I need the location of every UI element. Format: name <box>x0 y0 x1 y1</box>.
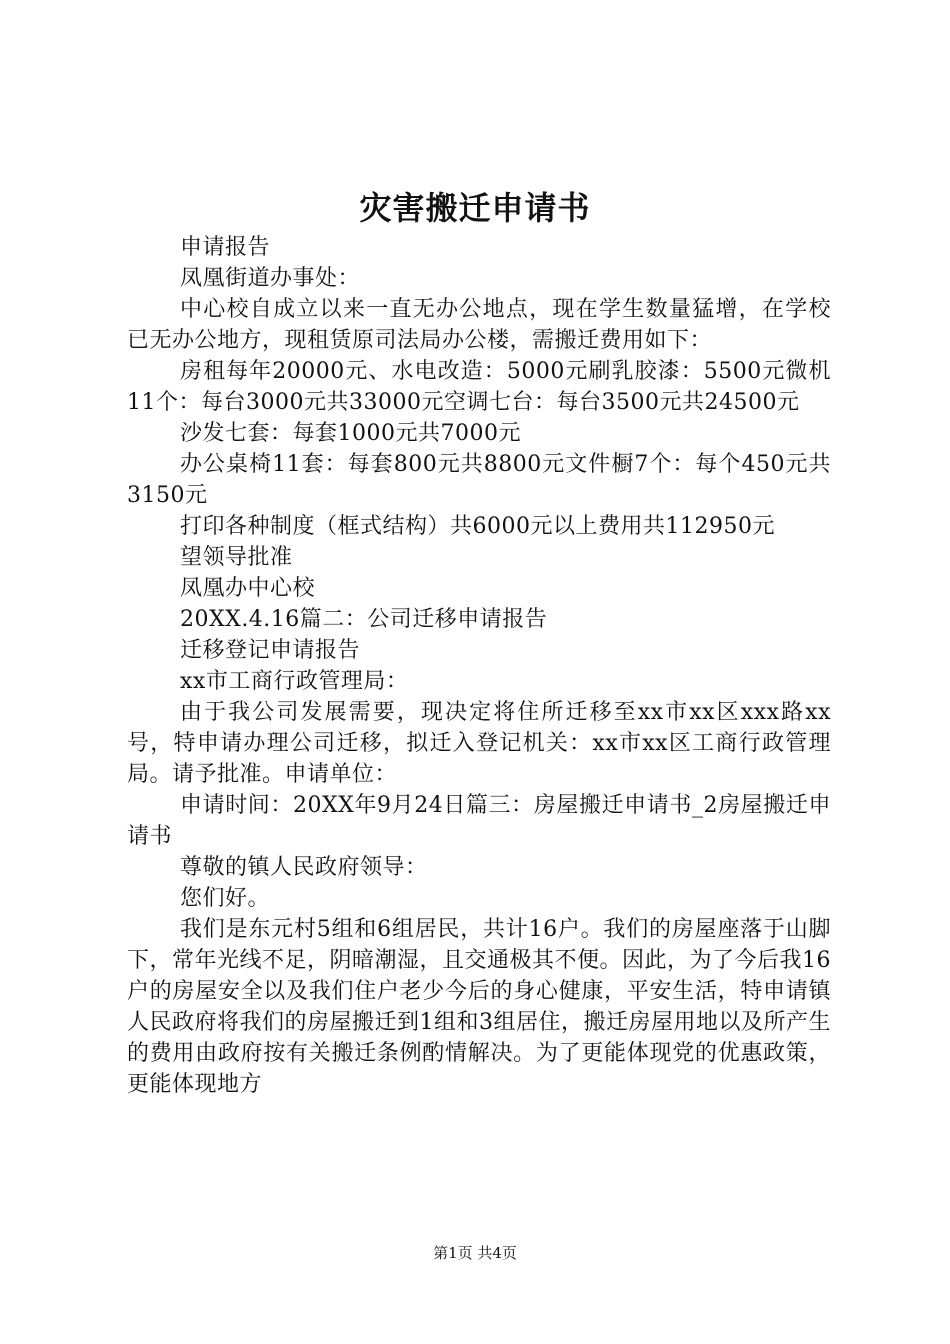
paragraph: 我们是东元村5组和6组居民，共计16户。我们的房屋座落于山脚下，常年光线不足，阴暗潮湿，且交通极其不便。因此，为了今后我16户的房屋安全以及我们住户老少今后的身心健康，平安生活，特申请镇人民政府将我们的房屋搬迁到1组和3组居住，搬迁房屋用地以及所产生的费用由政府按有关搬迁条例酌情解决。为了更能体现党的优惠政策，更能体现地方 <box>127 917 831 1097</box>
paragraph: 房租每年20000元、水电改造：5000元刷乳胶漆：5500元微机11个：每台3000元共33000元空调七台：每台3500元共24500元 <box>127 359 831 415</box>
paragraph: 沙发七套：每套1000元共7000元 <box>180 421 521 446</box>
paragraph: 尊敬的镇人民政府领导： <box>180 855 428 880</box>
paragraph: 办公桌椅11套：每套800元共8800元文件橱7个：每个450元共3150元 <box>127 452 831 508</box>
paragraph: 凤凰街道办事处： <box>180 266 361 291</box>
paragraph: 申请报告 <box>180 235 271 260</box>
paragraph: 申请时间：20XX年9月24日篇三：房屋搬迁申请书_2房屋搬迁申请书 <box>127 793 831 849</box>
page-number: 第1页 共4页 <box>433 1244 517 1262</box>
paragraph: 中心校自成立以来一直无办公地点，现在学生数量猛增，在学校已无办公地方，现租赁原司法局办公楼，需搬迁费用如下： <box>127 297 831 353</box>
paragraph: 凤凰办中心校 <box>180 576 316 601</box>
paragraph: 您们好。 <box>180 886 271 911</box>
document-title: 灾害搬迁申请书 <box>359 189 591 227</box>
paragraph: 打印各种制度（框式结构）共6000元以上费用共112950元 <box>180 514 775 539</box>
document-body <box>127 232 831 1100</box>
paragraph: 迁移登记申请报告 <box>180 638 361 663</box>
paragraph: 由于我公司发展需要，现决定将住所迁移至xx市xx区xxx路xx号，特申请办理公司迁移，拟迁入登记机关：xx市xx区工商行政管理局。请予批准。申请单位： <box>127 700 831 787</box>
paragraph: xx市工商行政管理局： <box>180 669 409 694</box>
paragraph: 望领导批准 <box>180 545 293 570</box>
paragraph: 20XX.4.16篇二：公司迁移申请报告 <box>180 607 548 632</box>
